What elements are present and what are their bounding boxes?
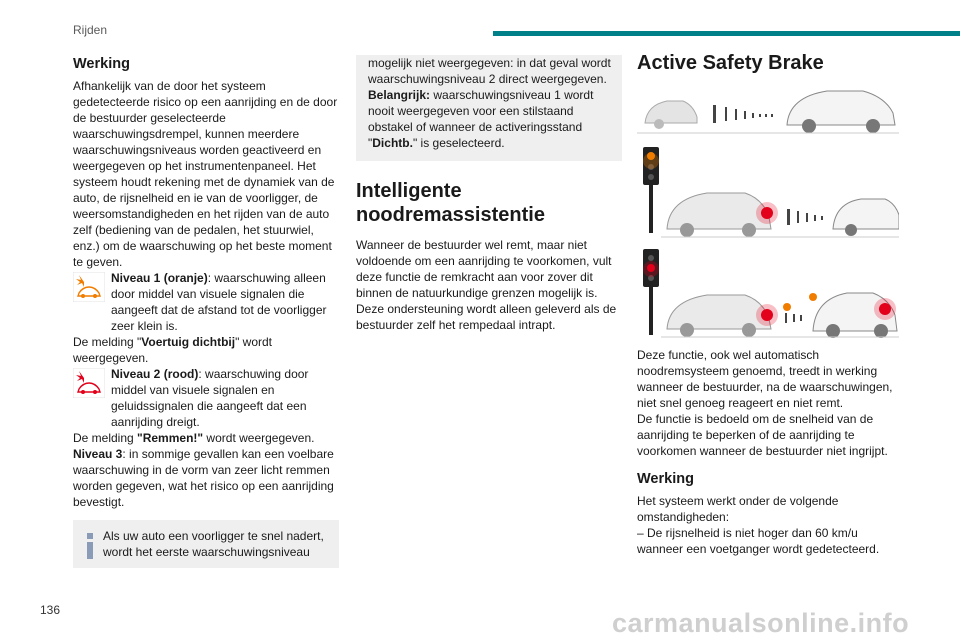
section-heading-active-safety-brake: Active Safety Brake [637, 52, 824, 74]
page-number: 136 [40, 603, 61, 617]
warning-level-1 [73, 270, 339, 334]
paragraph-noodremassistentie: Wanneer de bestuurder wel remt, maar niet voldoende om een aanrijding te voorkomen, vult deze functie de remkracht aan voor zover dit binnen de natuurkundige grenzen mogelijk is. Deze ondersteuning wordt alleen geleverd als de bestuurder zelf het rempedaal intrapt. [356, 238, 617, 332]
running-header: Rijden [73, 23, 108, 37]
column-middle [356, 55, 622, 333]
section-heading-werking: Werking [73, 56, 130, 72]
column-right [637, 52, 899, 557]
section-heading-noodremassistentie: Intelligente noodremassistentie [356, 180, 545, 226]
paragraph-asb-1: Deze functie, ook wel automatisch noodremsysteem genoemd, treedt in werking wanneer de bestuurder, na de waarschuwingen, niet snel genoeg reageert en niet remt. [637, 348, 893, 410]
level1-text: : waarschuwing alleen door middel van visuele signalen die aangeeft dat de afstand tot de voorligger zeer klein is. [111, 271, 327, 333]
level2-label: Niveau 2 (rood) [111, 367, 199, 381]
red-collision-warning-icon [73, 368, 105, 398]
illustration-approach [637, 83, 899, 135]
watermark: carmanualsonline.info [612, 608, 910, 638]
header-accent-bar [493, 31, 960, 36]
note-continuation-box [356, 55, 622, 161]
important-note: Belangrijk: waarschuwingsniveau 1 wordt nooit weergegeven voor een stilstaand obstakel of wanneer de activeringsstand "Dichtb." is geselecteerd. [368, 88, 594, 150]
warning-level-2 [73, 366, 339, 430]
note-continuation-text: mogelijk niet weergegeven: in dat geval wordt waarschuwingsniveau 2 direct weergegeven. [368, 56, 611, 86]
info-note-box [73, 520, 339, 568]
paragraph-asb-2: De functie is bedoeld om de snelheid van de aanrijding te beperken of de aanrijding te voorkomen wanneer de bestuurder niet ingrijpt. [637, 412, 888, 458]
level2-message: De melding "Remmen!" wordt weergegeven. [73, 431, 315, 445]
orange-collision-warning-icon [73, 272, 105, 302]
paragraph-conditions: Het systeem werkt onder de volgende omstandigheden: [637, 494, 839, 524]
level3-paragraph: Niveau 3: in sommige gevallen kan een voelbare waarschuwing in de vorm van zeer licht remmen worden gegeven, wat het risico op een aanrijding bevestigt. [73, 447, 334, 509]
info-icon [85, 532, 95, 560]
column-left [73, 56, 339, 568]
subheading-werking: Werking [637, 471, 694, 487]
paragraph-intro: Afhankelijk van de door het systeem gedetecteerde risico op een aanrijding en de door de bestuurder geselecteerde waarschuwingsdrempel, kunnen meerdere waarschuwingsniveaus worden geactiveerd en weergegeven op het instrumentenpaneel. Het systeem houdt rekening met de dynamiek van de auto, de rijsnelheid en ie van de voorligger, de weersomstandigheden en het rijden van de auto zelf (bediening van de pedalen, het stuurwiel, enz.) om de waarschuwing op het beste moment te geven. [73, 79, 338, 269]
illustration-orange-warning [637, 143, 899, 239]
bullet-speed: – De rijsnelheid is niet hoger dan 60 km/u wanneer een voetganger wordt gedetecteerd. [637, 526, 880, 556]
level1-label: Niveau 1 (oranje) [111, 271, 208, 285]
level1-message: De melding "Voertuig dichtbij" wordt weergegeven. [73, 335, 273, 365]
info-note-text: Als uw auto een voorligger te snel nadert, wordt het eerste waarschuwingsniveau [103, 529, 324, 559]
illustration-red-warning [637, 247, 899, 339]
level2-text: : waarschuwing door middel van visuele signalen en geluidssignalen die aangeeft dat een aanrijding dreigt. [111, 367, 309, 429]
